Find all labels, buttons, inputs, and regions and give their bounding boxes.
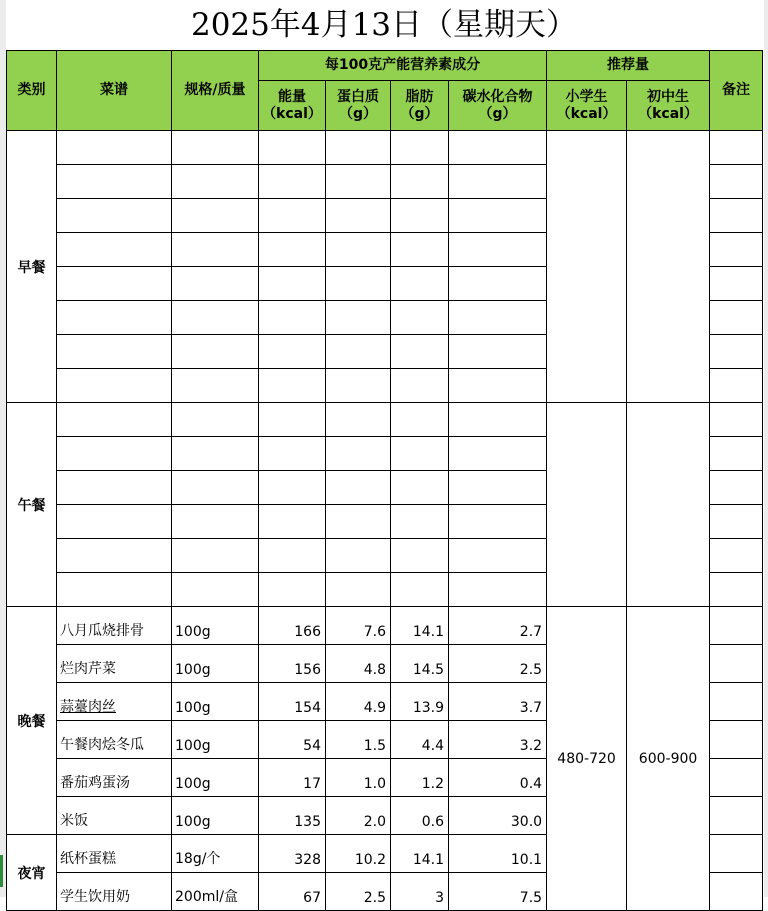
dish-energy[interactable]: 17	[259, 759, 326, 797]
table-cell[interactable]	[172, 267, 259, 301]
table-cell[interactable]	[391, 233, 449, 267]
table-cell[interactable]	[57, 267, 172, 301]
note-cell[interactable]	[710, 233, 763, 267]
note-cell[interactable]	[710, 797, 763, 835]
dish-protein[interactable]: 7.6	[326, 607, 391, 645]
dish-energy[interactable]: 328	[259, 835, 326, 873]
table-cell[interactable]	[259, 165, 326, 199]
header-primary: 小学生（kcal）	[547, 81, 627, 131]
table-cell[interactable]	[172, 403, 259, 437]
table-cell[interactable]	[391, 437, 449, 471]
table-cell[interactable]	[391, 301, 449, 335]
row-selection-marker	[0, 855, 3, 887]
note-cell[interactable]	[710, 131, 763, 165]
meal-breakfast: 早餐	[7, 131, 57, 403]
table-cell[interactable]	[259, 267, 326, 301]
right-gutter	[764, 0, 768, 897]
table-cell[interactable]	[259, 335, 326, 369]
header-category: 类别	[7, 51, 57, 131]
table-cell[interactable]	[57, 403, 172, 437]
table-cell[interactable]	[449, 369, 547, 403]
dish-energy[interactable]: 156	[259, 645, 326, 683]
table-cell[interactable]	[57, 539, 172, 573]
table-cell[interactable]	[449, 573, 547, 607]
table-cell[interactable]	[326, 335, 391, 369]
lunch-primary-cell[interactable]	[547, 403, 627, 607]
table-cell[interactable]	[259, 573, 326, 607]
table-cell[interactable]	[57, 573, 172, 607]
table-cell[interactable]	[326, 165, 391, 199]
table-cell[interactable]	[391, 505, 449, 539]
table-cell[interactable]	[326, 301, 391, 335]
table-cell[interactable]	[57, 165, 172, 199]
dish-protein[interactable]: 2.0	[326, 797, 391, 835]
dish-fat[interactable]: 1.2	[391, 759, 449, 797]
table-cell[interactable]	[449, 267, 547, 301]
table-cell[interactable]	[391, 539, 449, 573]
table-cell[interactable]	[391, 403, 449, 437]
table-cell[interactable]	[449, 165, 547, 199]
dish-fat[interactable]: 0.6	[391, 797, 449, 835]
table-cell[interactable]	[57, 301, 172, 335]
dish-carb[interactable]: 2.5	[449, 645, 547, 683]
dish-name[interactable]: 八月瓜烧排骨	[57, 607, 172, 645]
dish-spec[interactable]: 100g	[172, 721, 259, 759]
dish-spec[interactable]: 100g	[172, 683, 259, 721]
header-spec: 规格/质量	[172, 51, 259, 131]
table-cell[interactable]	[391, 267, 449, 301]
dish-spec[interactable]: 100g	[172, 759, 259, 797]
note-cell[interactable]	[710, 267, 763, 301]
header-energy: 能量（kcal）	[259, 81, 326, 131]
table-cell[interactable]	[391, 471, 449, 505]
table-cell[interactable]	[259, 199, 326, 233]
table-cell[interactable]	[172, 335, 259, 369]
table-cell[interactable]	[326, 131, 391, 165]
dish-name[interactable]: 午餐肉烩冬瓜	[57, 721, 172, 759]
table-cell[interactable]	[172, 369, 259, 403]
dish-energy[interactable]: 135	[259, 797, 326, 835]
table-cell[interactable]	[326, 505, 391, 539]
dish-spec[interactable]: 18g/个	[172, 835, 259, 873]
dish-energy[interactable]: 166	[259, 607, 326, 645]
table-cell[interactable]	[449, 335, 547, 369]
table-cell[interactable]	[449, 471, 547, 505]
table-cell[interactable]	[259, 437, 326, 471]
note-cell[interactable]	[710, 835, 763, 873]
table-cell[interactable]	[172, 165, 259, 199]
note-cell[interactable]	[710, 683, 763, 721]
table-cell[interactable]	[259, 539, 326, 573]
dish-name[interactable]: 学生饮用奶	[57, 873, 172, 911]
table-cell[interactable]	[391, 131, 449, 165]
header-protein: 蛋白质（g）	[326, 81, 391, 131]
note-cell[interactable]	[710, 573, 763, 607]
table-cell[interactable]	[172, 199, 259, 233]
table-cell[interactable]	[391, 335, 449, 369]
table-cell[interactable]	[449, 233, 547, 267]
note-cell[interactable]	[710, 335, 763, 369]
dish-name[interactable]: 番茄鸡蛋汤	[57, 759, 172, 797]
note-cell[interactable]	[710, 403, 763, 437]
dish-protein[interactable]: 4.9	[326, 683, 391, 721]
dish-energy[interactable]: 54	[259, 721, 326, 759]
table-cell[interactable]	[57, 335, 172, 369]
note-cell[interactable]	[710, 199, 763, 233]
dish-fat[interactable]: 3	[391, 873, 449, 911]
table-cell[interactable]	[57, 199, 172, 233]
note-cell[interactable]	[710, 471, 763, 505]
dish-carb[interactable]: 10.1	[449, 835, 547, 873]
breakfast-junior-cell[interactable]	[627, 131, 710, 403]
dish-spec[interactable]: 100g	[172, 797, 259, 835]
table-cell[interactable]	[259, 505, 326, 539]
table-cell[interactable]	[172, 131, 259, 165]
breakfast-primary-cell[interactable]	[547, 131, 627, 403]
table-cell[interactable]	[57, 233, 172, 267]
table-cell[interactable]	[57, 369, 172, 403]
table-cell[interactable]	[391, 369, 449, 403]
table-cell[interactable]	[449, 301, 547, 335]
table-cell[interactable]	[326, 437, 391, 471]
header-fat: 脂肪（g）	[391, 81, 449, 131]
table-cell[interactable]	[57, 505, 172, 539]
table-cell[interactable]	[172, 573, 259, 607]
table-cell[interactable]	[259, 403, 326, 437]
recommend-primary[interactable]: 480-720	[547, 607, 627, 911]
dish-name[interactable]: 米饭	[57, 797, 172, 835]
dish-name-text: 蒜薹肉丝	[60, 699, 116, 715]
meal-night: 夜宵	[7, 835, 57, 911]
dish-protein[interactable]: 10.2	[326, 835, 391, 873]
table-cell[interactable]	[326, 199, 391, 233]
table-cell[interactable]	[172, 301, 259, 335]
header-recommend-group: 推荐量	[547, 51, 710, 81]
header-dish: 菜谱	[57, 51, 172, 131]
table-cell[interactable]	[326, 471, 391, 505]
dish-protein[interactable]: 1.0	[326, 759, 391, 797]
header-nutrition-group: 每100克产能营养素成分	[259, 51, 547, 81]
dish-fat[interactable]: 14.1	[391, 835, 449, 873]
dish-fat[interactable]: 14.1	[391, 607, 449, 645]
table-cell[interactable]	[259, 369, 326, 403]
table-cell[interactable]	[449, 539, 547, 573]
table-cell[interactable]	[449, 131, 547, 165]
table-cell[interactable]	[326, 539, 391, 573]
dish-fat[interactable]: 4.4	[391, 721, 449, 759]
dish-carb[interactable]: 2.7	[449, 607, 547, 645]
table-cell[interactable]	[449, 437, 547, 471]
recommend-junior[interactable]: 600-900	[627, 607, 710, 911]
meal-dinner: 晚餐	[7, 607, 57, 835]
table-cell[interactable]	[57, 437, 172, 471]
dish-protein[interactable]: 4.8	[326, 645, 391, 683]
table-cell[interactable]	[259, 301, 326, 335]
table-cell[interactable]	[391, 573, 449, 607]
table-cell[interactable]	[391, 165, 449, 199]
dish-protein[interactable]: 1.5	[326, 721, 391, 759]
table-cell[interactable]	[326, 573, 391, 607]
dish-carb[interactable]: 7.5	[449, 873, 547, 911]
table-cell[interactable]	[259, 471, 326, 505]
dish-name[interactable]: 纸杯蛋糕	[57, 835, 172, 873]
dish-carb[interactable]: 3.7	[449, 683, 547, 721]
dish-carb[interactable]: 30.0	[449, 797, 547, 835]
dish-name[interactable]	[57, 683, 172, 721]
header-note: 备注	[710, 51, 763, 131]
table-cell[interactable]	[172, 471, 259, 505]
dish-carb[interactable]: 3.2	[449, 721, 547, 759]
dish-spec[interactable]: 100g	[172, 607, 259, 645]
note-cell[interactable]	[710, 721, 763, 759]
note-cell[interactable]	[710, 759, 763, 797]
table-cell[interactable]	[391, 199, 449, 233]
lunch-junior-cell[interactable]	[627, 403, 710, 607]
dish-protein[interactable]: 2.5	[326, 873, 391, 911]
note-cell[interactable]	[710, 165, 763, 199]
table-cell[interactable]	[326, 267, 391, 301]
dish-name[interactable]: 烂肉芹菜	[57, 645, 172, 683]
note-cell[interactable]	[710, 873, 763, 911]
table-cell[interactable]	[172, 233, 259, 267]
table-cell[interactable]	[326, 369, 391, 403]
dish-spec[interactable]: 200ml/盒	[172, 873, 259, 911]
note-cell[interactable]	[710, 539, 763, 573]
table-cell[interactable]	[172, 539, 259, 573]
table-cell[interactable]	[57, 131, 172, 165]
table-cell[interactable]	[259, 233, 326, 267]
dish-energy[interactable]: 154	[259, 683, 326, 721]
note-cell[interactable]	[710, 607, 763, 645]
note-cell[interactable]	[710, 369, 763, 403]
table-cell[interactable]	[326, 233, 391, 267]
dish-fat[interactable]: 13.9	[391, 683, 449, 721]
table-row	[7, 607, 763, 645]
dish-energy[interactable]: 67	[259, 873, 326, 911]
header-carb: 碳水化合物（g）	[449, 81, 547, 131]
table-cell[interactable]	[172, 505, 259, 539]
dish-spec[interactable]: 100g	[172, 645, 259, 683]
table-cell[interactable]	[449, 199, 547, 233]
table-cell[interactable]	[449, 505, 547, 539]
dish-carb[interactable]: 0.4	[449, 759, 547, 797]
header-junior: 初中生（kcal）	[627, 81, 710, 131]
table-cell[interactable]	[172, 437, 259, 471]
table-cell[interactable]	[57, 471, 172, 505]
note-cell[interactable]	[710, 505, 763, 539]
meal-lunch: 午餐	[7, 403, 57, 607]
note-cell[interactable]	[710, 645, 763, 683]
menu-table	[6, 50, 763, 911]
dish-fat[interactable]: 14.5	[391, 645, 449, 683]
page-title: 2025年4月13日（星期天）	[6, 0, 762, 51]
table-cell[interactable]	[259, 131, 326, 165]
note-cell[interactable]	[710, 301, 763, 335]
note-cell[interactable]	[710, 437, 763, 471]
table-cell[interactable]	[449, 403, 547, 437]
table-cell[interactable]	[326, 403, 391, 437]
